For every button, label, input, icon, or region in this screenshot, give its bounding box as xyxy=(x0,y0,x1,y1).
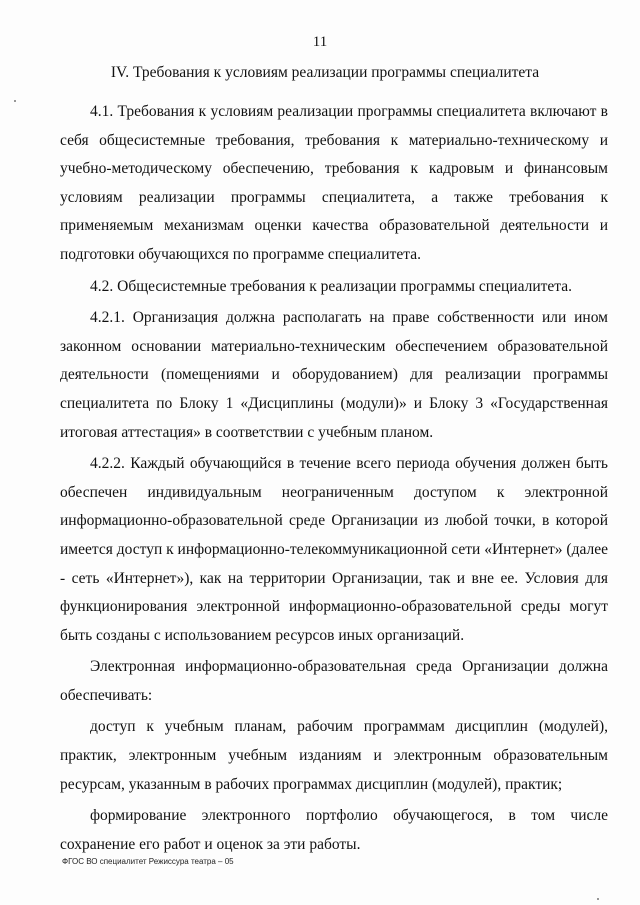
page-footer: ФГОС ВО специалитет Режиссура театра – 05 xyxy=(62,857,234,866)
body-text xyxy=(60,98,608,859)
scan-speck xyxy=(14,100,16,102)
paragraph-4-2-2: 4.2.2. Каждый обучающийся в течение всего периода обучения должен быть обеспечен индивидуальным неограниченным доступом к электронной информационно-образовательной среде Организации из любой точки, в которой имеется доступ к информационно-телекоммуникационной сети «Интернет» (далее - сеть «Интернет»), как на территории Организации, так и вне ее. Условия для функционирования электронной информационно-образовательной среды могут быть созданы с использованием ресурсов иных организаций. xyxy=(60,455,608,644)
paragraph-4-2: 4.2. Общесистемные требования к реализации программы специалитета. xyxy=(90,277,572,295)
paragraph-portfolio: формирование электронного портфолио обучающегося, в том числе сохранение его работ и оценок за эти работы. xyxy=(60,807,608,853)
scan-speck xyxy=(597,898,599,900)
paragraph-4-1: 4.1. Требования к условиям реализации программы специалитета включают в себя общесистемные требования, требования к материально-техническому и учебно-методическому обеспечению, требования к кадровым и финансовым условиям реализации программы специалитета, а также требования к применяемым механизмам оценки качества образовательной деятельности и подготовки обучающихся по программе специалитета. xyxy=(60,103,608,263)
section-heading: IV. Требования к условиям реализации программы специалитета xyxy=(110,64,540,81)
paragraph-environment: Электронная информационно-образовательная среда Организации должна обеспечивать: xyxy=(60,658,608,704)
page-number: 11 xyxy=(312,34,328,50)
paragraph-4-2-1: 4.2.1. Организация должна располагать на праве собственности или ином законном основании материально-техническим обеспечением образовательной деятельности (помещениями и оборудованием) для реализации программы специалитета по Блоку 1 «Дисциплины (модули)» и Блоку 3 «Государственная итоговая аттестация» в соответствии с учебным планом. xyxy=(60,309,608,441)
paragraph-access: доступ к учебным планам, рабочим программам дисциплин (модулей), практик, электронным учебным изданиям и электронным образовательным ресурсам, указанным в рабочих программах дисциплин (модулей), практик; xyxy=(60,718,608,793)
